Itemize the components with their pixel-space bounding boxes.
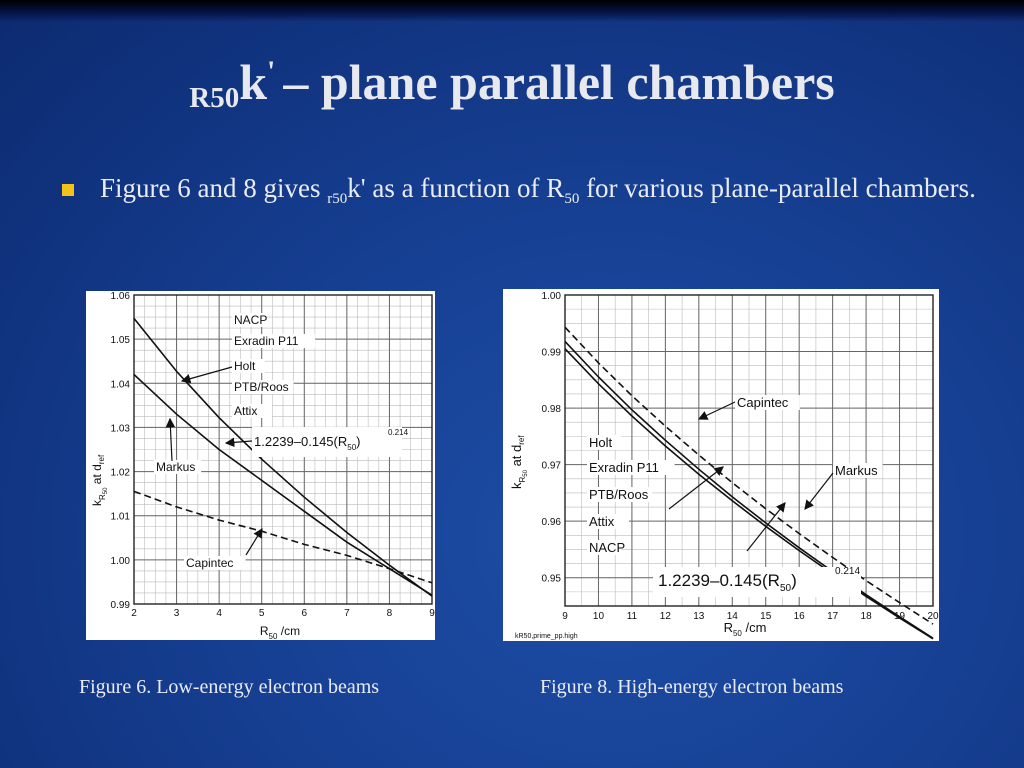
figure8-panel [503, 289, 939, 641]
curve-label: Attix [234, 404, 258, 418]
bullet-sub1: r50 [327, 191, 348, 207]
curve-label: NACP [234, 313, 268, 327]
x-tick-label: 3 [173, 608, 180, 619]
x-tick-label: 7 [344, 608, 350, 619]
x-tick-label: 12 [659, 611, 671, 622]
figure6-panel [86, 291, 435, 640]
footnote-label: kR50,prime_pp.high [515, 633, 578, 640]
formula-exponent: 0.214 [388, 428, 409, 437]
markus-arrow [805, 473, 833, 509]
curve-label: Capintec [737, 395, 789, 410]
curve-label: PTB/Roos [589, 487, 649, 502]
bullet-part2: k' as a function of R [347, 173, 565, 203]
y-tick-label: 1.03 [110, 423, 130, 435]
slide-title [0, 52, 1024, 120]
x-axis-label: $R_{50}$ /cm [259, 624, 301, 640]
y-tick-label: 0.96 [541, 517, 561, 529]
x-tick-label: 10 [592, 611, 605, 622]
y-tick-label: 0.99 [110, 600, 130, 611]
y-tick-label: 1.02 [110, 467, 130, 479]
capintec-arrow [699, 402, 735, 419]
y-tick-label: 0.95 [541, 573, 561, 585]
curve-label: Holt [589, 435, 613, 450]
x-axis-label: $R_{50}$ /cm [723, 620, 767, 638]
y-tick-label: 1.00 [110, 555, 130, 567]
bullet-part1: Figure 6 and 8 gives [100, 173, 328, 203]
x-tick-label: 5 [258, 608, 265, 619]
y-axis-label: $k_R50$ at $d_{ref}$ [90, 454, 109, 506]
bullet-sub2: 50 [564, 191, 580, 207]
y-tick-label: 0.97 [541, 460, 561, 472]
curve-label: Capintec [186, 556, 234, 570]
x-tick-label: 16 [793, 611, 805, 622]
y-tick-label: 1.05 [110, 335, 130, 347]
x-tick-label: 14 [726, 611, 738, 622]
x-tick-label: 19 [893, 611, 906, 622]
title-rest: – plane parallel chambers [283, 54, 835, 110]
x-tick-label: 20 [927, 611, 939, 622]
holt-arrow [182, 367, 232, 381]
bullet-part3: for various plane-parallel chambers. [579, 173, 976, 203]
curve-label: Exradin P11 [234, 334, 299, 348]
curve-label: Markus [835, 463, 878, 478]
x-tick-label: 15 [760, 611, 772, 622]
x-tick-label: 4 [216, 608, 222, 619]
curve-label: PTB/Roos [234, 380, 289, 394]
x-tick-label: 13 [693, 611, 705, 622]
caption-figure6: Figure 6. Low-energy electron beams [79, 676, 380, 698]
y-axis-label: $k_R50$ at $d_{ref}$ [509, 435, 529, 489]
bullet-square-icon [62, 184, 74, 196]
y-tick-label: 1.01 [110, 511, 130, 523]
figure8-chart [503, 289, 939, 641]
curve-label: Exradin P11 [589, 460, 659, 475]
bullet-text [100, 168, 980, 214]
x-tick-label: 18 [860, 611, 872, 622]
y-tick-label: 0.99 [541, 347, 561, 359]
formula-exponent: 0.214 [835, 566, 861, 577]
capintec-arrow [246, 529, 262, 555]
formula-label: $1.2239-0.145(R_{50})$ [658, 571, 797, 594]
y-tick-label: 1.04 [110, 379, 130, 391]
title-prime: ' [267, 55, 276, 88]
top-band [0, 0, 1024, 22]
x-tick-label: 17 [827, 611, 839, 622]
title-k: k [239, 54, 268, 110]
x-tick-label: 9 [429, 608, 435, 619]
x-tick-label: 9 [562, 611, 568, 622]
y-tick-label: 1.06 [110, 291, 130, 302]
x-tick-label: 11 [626, 611, 638, 622]
x-tick-label: 6 [301, 608, 308, 619]
y-tick-label: 0.98 [541, 404, 561, 416]
title-subscript: R50 [189, 82, 240, 114]
x-tick-label: 2 [131, 608, 137, 619]
curve-label: NACP [589, 540, 626, 555]
y-tick-label: 1.00 [541, 291, 561, 302]
curve-label: Attix [589, 514, 615, 529]
curve-label: Holt [234, 359, 256, 373]
x-tick-label: 8 [386, 608, 393, 619]
markus-arrow [170, 419, 172, 461]
curve-label: Markus [156, 460, 196, 474]
caption-figure8: Figure 8. High-energy electron beams [540, 676, 844, 698]
formula-label: $1.2239-0.145(R_{50})$ [254, 434, 361, 452]
figure6-chart [86, 291, 435, 640]
